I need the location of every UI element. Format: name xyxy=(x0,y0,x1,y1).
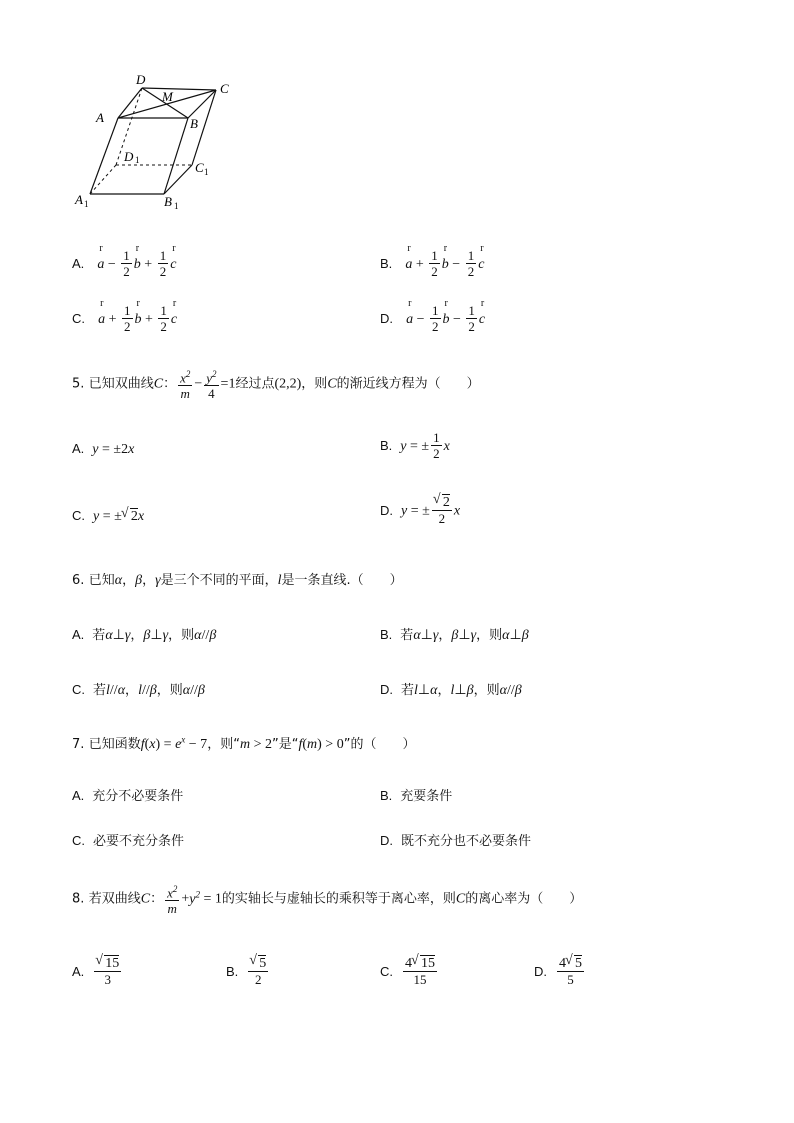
label-b1-sub: 1 xyxy=(174,201,179,211)
q5-option-a[interactable]: A. y = ±2x xyxy=(72,441,135,457)
q8-option-d[interactable]: D. $\frac{4√ 5}{5}$ xyxy=(534,955,586,987)
label-a1: A xyxy=(75,192,83,207)
label-c1: C xyxy=(195,160,204,175)
q5-stem: 5. 已知双曲线C： $\frac{x^2}{m}$ − $\frac{y^2}{4}$ =1经过点(2,2)，则C的渐近线方程为（ ） xyxy=(72,369,480,402)
label-d: D xyxy=(136,72,146,87)
option-letter: B. xyxy=(380,256,393,271)
label-a1-sub: 1 xyxy=(84,199,89,209)
label-b1: B xyxy=(164,194,172,209)
edge-dc xyxy=(142,88,216,90)
edge-a1d1 xyxy=(90,165,116,194)
option-letter: A. xyxy=(72,256,85,271)
label-c: C xyxy=(220,81,229,96)
edge-a1a xyxy=(90,118,118,194)
q6-option-b[interactable]: B. 若α⊥γ，β⊥γ，则α⊥β xyxy=(380,627,529,643)
q6-option-c[interactable]: C. 若l//α，l//β，则α//β xyxy=(72,682,205,698)
edge-ad xyxy=(118,88,142,118)
q6-stem: 6. 已知α，β，γ是三个不同的平面，l是一条直线.（ ） xyxy=(72,573,403,588)
q7-option-b[interactable]: B. 充要条件 xyxy=(380,788,453,804)
q4-option-a[interactable]: A. a r − $\frac{1}{2}$ b r + $\frac{1}{2}$ c r xyxy=(72,243,177,279)
label-a: A xyxy=(96,110,104,125)
q8-stem: 8. 若双曲线C： $\frac{x^2}{m}$ $+y^2 = 1$的实轴长与虚轴长的乘积等于离心率，则C的离心率为（ ） xyxy=(72,884,583,917)
q5-option-d[interactable]: D. y = ± √ $\frac{2}{2}$ x xyxy=(380,494,460,526)
q4-option-b[interactable]: B. a r + $\frac{1}{2}$ b r − $\frac{1}{2}$ c r xyxy=(380,243,485,279)
q7-option-d[interactable]: D. 既不充分也不必要条件 xyxy=(380,833,532,849)
edge-b1b xyxy=(164,118,188,194)
q7-option-c[interactable]: C. 必要不充分条件 xyxy=(72,833,185,849)
q7-option-a[interactable]: A. 充分不必要条件 xyxy=(72,788,184,804)
option-letter: C. xyxy=(72,311,85,326)
label-d1: D xyxy=(124,149,134,164)
q5-option-b[interactable]: B. y = ± $\frac{1}{2}$ x xyxy=(380,430,450,461)
q8-option-b[interactable]: B. √ $\frac{5}{2}$ xyxy=(226,955,270,987)
q8-option-a[interactable]: A. √ $\frac{15}{3}$ xyxy=(72,955,123,987)
q8-option-c[interactable]: C. $\frac{4√ 15}{15}$ xyxy=(380,955,439,987)
parallelepiped-figure xyxy=(70,70,240,215)
q6-option-d[interactable]: D. 若l⊥α，l⊥β，则α//β xyxy=(380,682,522,698)
option-letter: D. xyxy=(380,311,393,326)
q4-option-c[interactable]: C. a r + $\frac{1}{2}$ b r + $\frac{1}{2}$ c r xyxy=(72,298,178,334)
label-d1-sub: 1 xyxy=(135,155,140,165)
label-b: B xyxy=(190,116,198,131)
q4-option-d[interactable]: D. a r − $\frac{1}{2}$ b r − $\frac{1}{2}$ c r xyxy=(380,298,486,334)
label-m: M xyxy=(162,89,173,104)
q6-option-a[interactable]: A. 若α⊥γ，β⊥γ，则α//β xyxy=(72,627,217,643)
q7-stem: 7. 已知函数$f(x) = e^x - 7$，则“m > 2”是“f(m) > 0”的（ ） xyxy=(72,734,416,752)
label-c1-sub: 1 xyxy=(204,167,209,177)
q5-option-c[interactable]: C. y = ±√ 2x xyxy=(72,505,144,525)
